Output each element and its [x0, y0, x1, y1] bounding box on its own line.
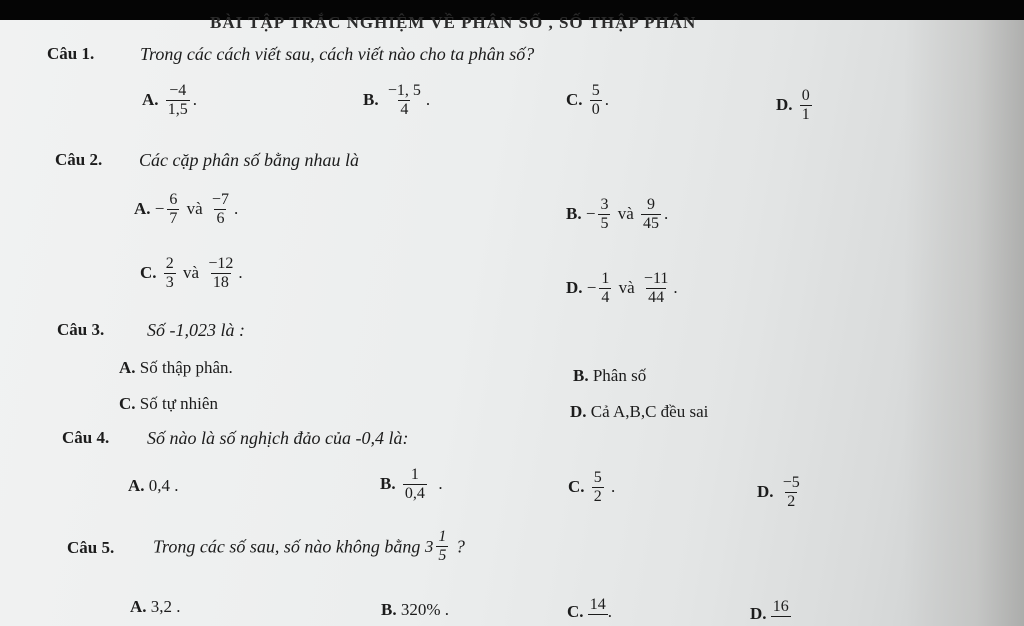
question-1-number: Câu 1. [47, 44, 95, 63]
question-1-text: Trong các cách viết sau, cách viết nào cho ta phân số? [140, 44, 535, 64]
q2-option-a: A. − $\frac{6}{7}$ và $\frac{-7}{6}$ . [134, 191, 239, 228]
q3-option-a: A. Số thập phân. [119, 358, 233, 377]
q4-option-a: A. 0,4 . [128, 476, 179, 495]
question-4-number: Câu 4. [62, 428, 110, 447]
q2-option-d: D. − $\frac{1}{4}$ và $\frac{-11}{44}$ . [566, 270, 678, 307]
q5-option-d: D. 16 [750, 598, 789, 623]
q3-option-d: D. Cả A,B,C đều sai [570, 402, 709, 421]
question-4-text: Số nào là số nghịch đảo của -0,4 là: [147, 428, 409, 448]
q1-option-a: A. $\frac{-4}{1,5}$ . [142, 82, 198, 119]
q1-option-c: C. $\frac{5}{0}$ . [566, 82, 610, 119]
q4-option-d: D. $\frac{-5}{2}$ [757, 474, 800, 511]
q4-option-c: C. $\frac{5}{2}$ . [568, 469, 616, 506]
q2-option-c: C. $\frac{2}{3}$ và $\frac{-12}{18}$ . [140, 255, 243, 292]
question-5-number: Câu 5. [67, 538, 115, 557]
worksheet-header: BÀI TẬP TRẮC NGHIỆM VỀ PHÂN SỐ , SỐ THẬP PHÂN [210, 13, 697, 32]
q3-option-c: C. Số tự nhiên [119, 394, 218, 413]
q5-option-b: B. 320% . [381, 600, 450, 619]
question-2-number: Câu 2. [55, 150, 103, 169]
q1-option-d: D. $\frac{0}{1}$ [776, 87, 810, 124]
q4-option-b: B. $\frac{1}{0,4}$ . [380, 466, 443, 503]
q2-option-b: B. − $\frac{3}{5}$ và $\frac{9}{45}$ . [566, 196, 669, 233]
q5-option-c: C. 14 . [567, 596, 613, 621]
question-3-number: Câu 3. [57, 320, 105, 339]
q1-option-b: B. $\frac{-1, 5}{4}$ . [363, 82, 431, 119]
question-2-text: Các cặp phân số bằng nhau là [139, 150, 359, 170]
question-3-text: Số -1,023 là : [147, 320, 245, 340]
q5-option-a: A. 3,2 . [130, 597, 181, 616]
question-5-text: Trong các số sau, số nào không bằng 3 $\frac{1}{5}$ ? [153, 528, 465, 565]
page-edge-shadow [904, 20, 1024, 626]
q3-option-b: B. Phân số [573, 366, 647, 385]
